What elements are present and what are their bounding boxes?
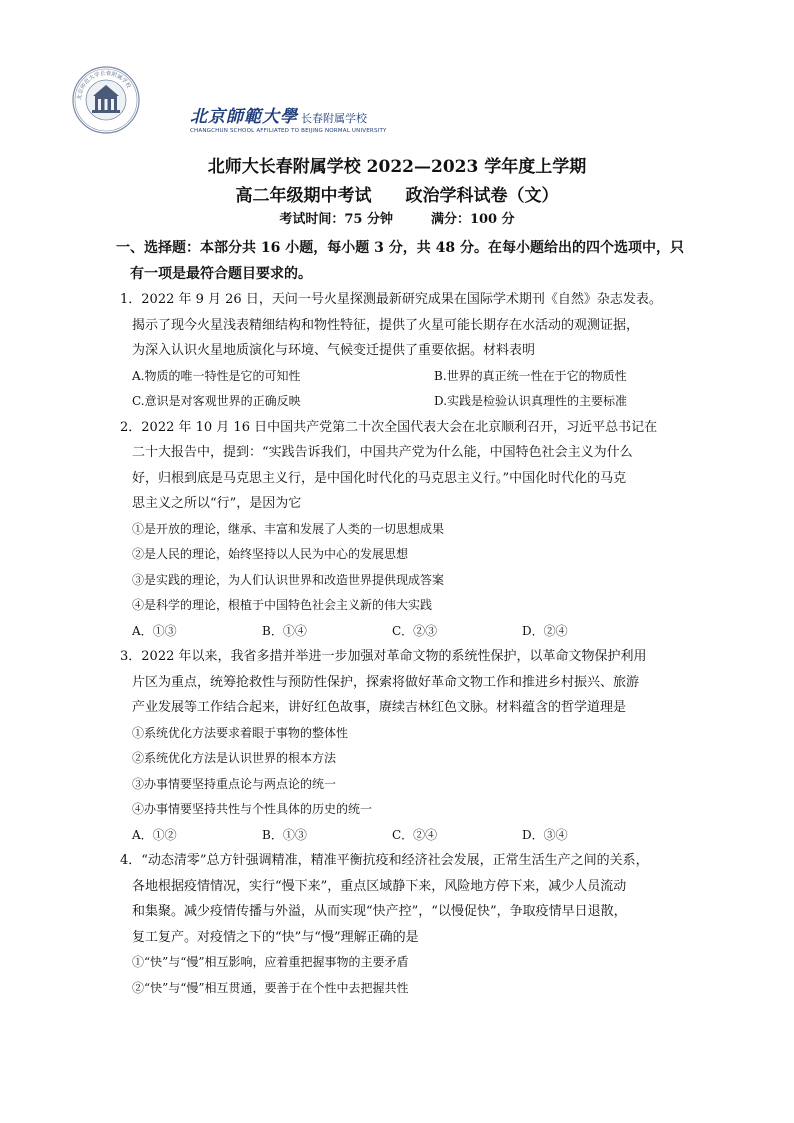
question-2-options <box>120 619 700 645</box>
exam-info <box>0 208 794 227</box>
exam-title-line2 <box>0 181 794 206</box>
exam-content <box>116 236 700 1001</box>
q1-option-a[interactable]: A.物质的唯一特性是它的可知性 <box>132 368 301 383</box>
q3-option-d[interactable]: D．③④ <box>522 827 568 842</box>
q3-item-3: ③办事情要坚持重点论与两点论的统一 <box>132 776 337 791</box>
question-3-line: 产业发展等工作结合起来，讲好红色故事，赓续吉林红色文脉。材料蕴含的哲学道理是 <box>132 700 627 715</box>
section-heading-cont: 有一项是最符合题目要求的。 <box>130 265 312 282</box>
question-2-line: 思主义之所以“行”，是因为它 <box>132 496 302 511</box>
q3-option-a[interactable]: A．①② <box>132 827 177 842</box>
q2-item-1: ①是开放的理论，继承、丰富和发展了人类的一切思想成果 <box>132 521 445 536</box>
question-2-line: 二十大报告中，提到：“实践告诉我们，中国共产党为什么能，中国特色社会主义为什么 <box>132 445 633 460</box>
q3-item-2: ②系统优化方法是认识世界的根本方法 <box>132 751 337 765</box>
q4-item-2: ②“快”与“慢”相互贯通，要善于在个性中去把握共性 <box>132 980 409 995</box>
q3-item-1: ①系统优化方法要求着眼于事物的整体性 <box>132 725 349 740</box>
question-1-line: 揭示了现今火星浅表精细结构和物性特征，提供了火星可能长期存在水活动的观测证据， <box>132 317 640 333</box>
school-seal-icon <box>72 66 140 134</box>
q1-option-d[interactable]: D.实践是检验认识真理性的主要标准 <box>434 394 628 408</box>
question-4-line: 和集聚。减少疫情传播与外溢，从而实现“快产控”，“以慢促快”，争取疫情早日退散， <box>132 904 627 919</box>
question-3-line: 片区为重点，统筹抢救性与预防性保护，探索将做好革命文物工作和推进乡村振兴、旅游 <box>132 674 640 690</box>
q4-item-1: ①“快”与“慢”相互影响，应着重把握事物的主要矛盾 <box>132 955 409 969</box>
question-4-line: 复工复产。对疫情之下的“快”与“慢”理解正确的是 <box>132 929 419 945</box>
q2-option-d[interactable]: D．②④ <box>522 623 568 638</box>
exam-title-line1: 北师大长春附属学校 2022—2023 学年度上学期 <box>207 157 587 177</box>
q2-item-2: ②是人民的理论，始终坚持以人民为中心的发展思想 <box>132 547 409 561</box>
q2-option-b[interactable]: B．①④ <box>262 623 307 638</box>
q2-option-a[interactable]: A．①③ <box>132 623 177 638</box>
seal-text: 北京师范大学长春附属学校 <box>76 70 132 101</box>
exam-time: 考试时间：75 分钟 <box>279 212 393 227</box>
q2-option-c[interactable]: C．②③ <box>392 623 438 638</box>
question-4-line: 各地根据疫情情况，实行“慢下来”，重点区域静下来，风险地方停下来，减少人员流动 <box>132 878 627 894</box>
q1-option-c[interactable]: C.意识是对客观世界的正确反映 <box>132 394 301 408</box>
q3-option-c[interactable]: C．②④ <box>392 827 438 842</box>
q2-item-4: ④是科学的理论，根植于中国特色社会主义新的伟大实践 <box>132 598 433 612</box>
q1-option-b[interactable]: B.世界的真正统一性在于它的物质性 <box>434 368 627 383</box>
question-2-line: 好，归根到底是马克思主义行，是中国化时代化的马克思主义行。”中国化时代化的马克 <box>132 470 627 486</box>
question-3-line: 3．2022 年以来，我省多措并举进一步加强对革命文物的系统性保护，以革命文物保护利用 <box>120 649 647 664</box>
q3-option-b[interactable]: B．①③ <box>262 827 307 842</box>
school-name-sub: 长春附属学校 <box>301 112 367 125</box>
section-heading: 一、选择题：本部分共 16 小题，每小题 3 分，共 48 分。在每小题给出的四个选项中，只 <box>116 240 684 256</box>
question-1-line: 1．2022 年 9 月 26 日，天问一号火星探测最新研究成果在国际学术期刊《自然》杂志发表。 <box>120 292 662 307</box>
q3-item-4: ④办事情要坚持共性与个性具体的历史的统一 <box>132 802 373 816</box>
question-3-options <box>120 823 700 849</box>
question-1-line: 为深入认识火星地质演化与环境、气候变迁提供了重要依据。材料表明 <box>132 343 536 358</box>
school-logo <box>190 102 387 134</box>
school-name-en: CHANGCHUN SCHOOL AFFILIATED TO BEIJING NORMAL UNIVERSITY <box>190 128 387 134</box>
question-2-line: 2．2022 年 10 月 16 日中国共产党第二十次全国代表大会在北京顺利召开，习近平总书记在 <box>120 419 658 435</box>
school-header <box>72 66 722 136</box>
question-4-line: 4．“动态清零”总方针强调精准，精准平衡抗疫和经济社会发展，正常生活生产之间的关系， <box>120 853 649 868</box>
school-name-cn: 北京師範大學 <box>190 107 298 127</box>
exam-subject: 政治学科试卷（文） <box>405 186 559 206</box>
exam-score: 满分：100 分 <box>430 212 515 227</box>
question-1-options <box>120 389 700 415</box>
question-1-options <box>120 364 700 390</box>
exam-grade: 高二年级期中考试 <box>235 186 372 206</box>
q2-item-3: ③是实践的理论，为人们认识世界和改造世界提供现成答案 <box>132 572 445 587</box>
